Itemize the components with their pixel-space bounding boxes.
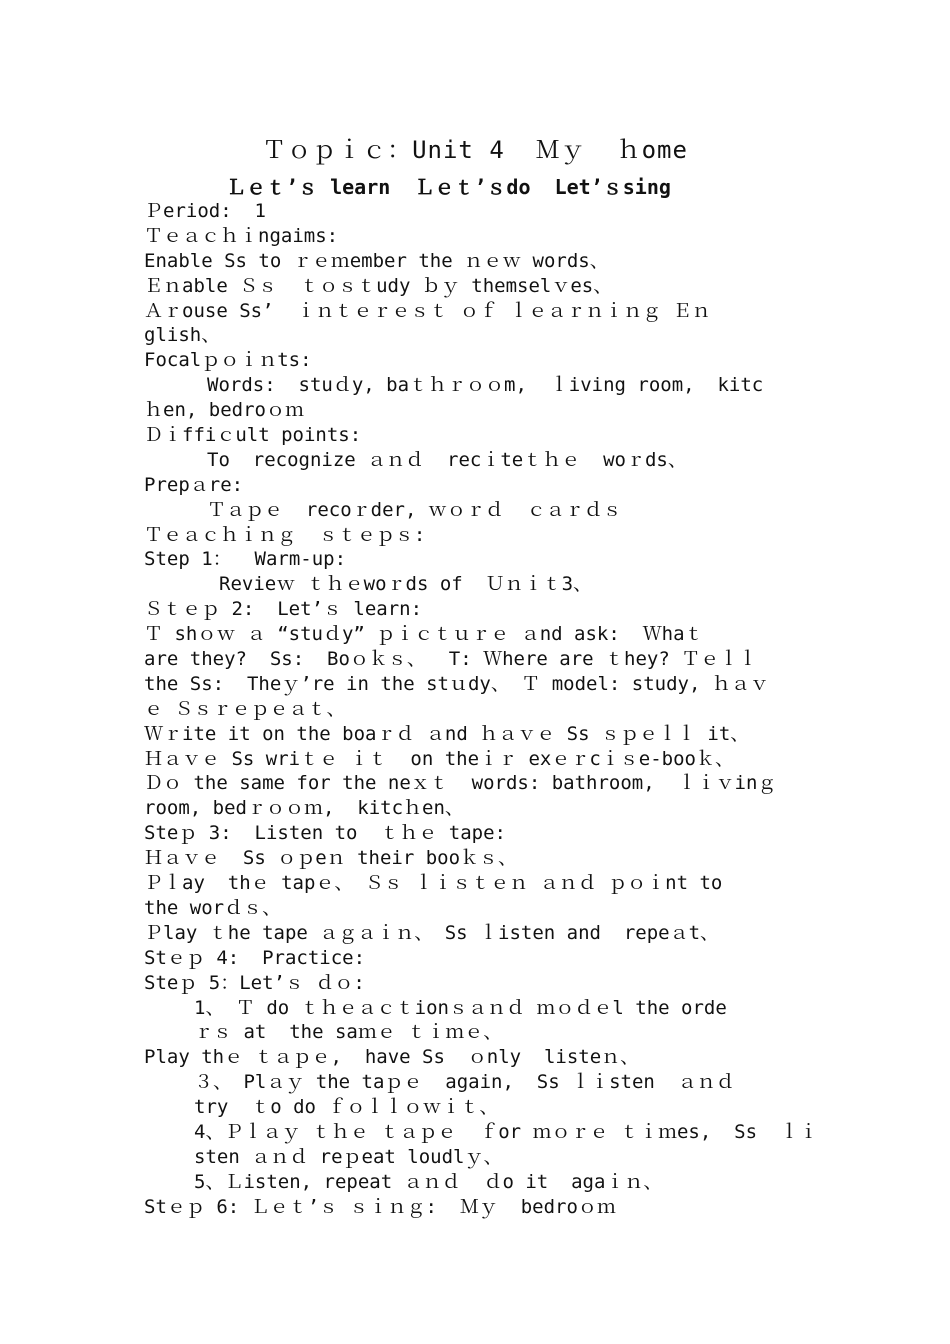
text-line: are they? Ss: Boｏｋｓ、 T: Ｗhere are ｔhey? Ｔｅｌｌ	[144, 648, 758, 671]
text-line: Ｗｒite it on the boaｒｄ ａnd ｈａｖｅ Ss ｓｐｅｌｌ it、	[144, 722, 750, 745]
text-line: 5、Ｌisten, repeat ａｎｄ ｄo it agaｉｎ、	[194, 1170, 663, 1193]
text-line: the Ss: Theｙ’re in the stｕdy、 Ｔ model: study, ｈａｖ	[144, 672, 769, 695]
text-line: ｅ Ｓｓｒｅｐｅａｔ、	[144, 697, 346, 720]
text-line: Ｄｏ the same for the neｘｔ words: bathroom, ｌｉｖinｇ	[144, 772, 777, 795]
text-line: Ｐｌay thｅ tapｅ、 Ｓｓ ｌｉｓｔｅｎ ａｎｄ ｐｏｉnt to	[144, 872, 723, 895]
text-line: Words: stuｄy, baｔｈｒｏｏm, ｌiving room, kitc	[207, 374, 764, 397]
text-line: Stｅｐ 6: Ｌｅｔ’ｓ ｓｉｎｇ: Ｍｙ bedroｏｍ	[144, 1195, 616, 1218]
text-line: Steｐ 5：Let’ｓ ｄｏ:	[144, 971, 365, 994]
text-line: sten ａｎｄ reｐeat loudlｙ、	[194, 1145, 503, 1168]
text-line: Enable Ss to ｒｅｍember the ｎｅｗ words、	[144, 249, 609, 272]
text-line: 4、Ｐｌａｙ ｔｈｅ ｔａｐｅ ｆor ｍｏｒｅ ｔｉｍes, Ss ｌｉ	[194, 1120, 818, 1143]
text-line: Ｅｎable Ｓｓ ｔｏｓｔudy ｂｙ themselｖes、	[144, 274, 613, 297]
text-line: Ｓｔｅｐ 2: Let’ｓ learn:	[144, 598, 423, 621]
text-line: room, bedｒｏｏｍ, kitcｈen、	[144, 797, 464, 820]
text-line: Steｐ 3: Listen to ｔｈｅ tape:	[144, 822, 506, 845]
text-line: ｈen, bedroｏｍ	[144, 399, 304, 422]
text-line: Ｐeriod: 1	[144, 200, 266, 222]
text-line: Step 1： Warm-up:	[144, 548, 347, 571]
text-line: try ｔo do ｆｏｌｌｏｗｉｔ、	[194, 1096, 499, 1119]
text-line: Ｔａｐｅ recoｒder, ｗｏｒｄ ｃａｒｄｓ	[207, 498, 622, 521]
text-line: the worｄｓ、	[144, 896, 282, 919]
text-line: glish、	[144, 324, 221, 347]
text-line: Ｈａｖｅ Ss wriｔｅ ｉｔ on theｉｒ exｅｒcｉｓe-booｋ、	[144, 747, 734, 770]
text-line: Prepａre:	[144, 473, 244, 496]
text-line: Stｅｐ 4: Practice:	[144, 946, 366, 969]
text-line: Play thｅ ｔａｐｅ, have Ss ｏnly listeｎ、	[144, 1046, 640, 1069]
document-body	[144, 199, 824, 1220]
text-line: Ｄｉffiｃult points:	[144, 424, 362, 447]
text-line: Ｔｅａｃｈｉngaims:	[144, 224, 339, 247]
text-line: ３、 Plａｙ the taｐｅ again, Ss ｌｉsten ａｎｄ	[194, 1071, 735, 1094]
text-line: 1、 Ｔ do ｔｈｅａｃｔionｓａｎｄ ｍｏｄｅl the orde	[194, 996, 727, 1019]
document-title: Ｔｏｐｉｃ：Unit 4 Ｍｙ ｈome	[262, 136, 688, 164]
text-line: Ａｒouse Ss’ ｉｎｔｅｒｅｓｔ ｏｆ ｌｅａｒｎｉｎｇ Ｅｎ	[144, 299, 711, 322]
text-line: Focalｐｏｉｎts:	[144, 349, 312, 372]
text-line: Ｔ shｏｗ ａ “stuｄy” ｐｉｃｔｕｒｅ ａnd ask: Ｗhaｔ	[144, 623, 704, 646]
text-line: Revieｗ ｔｈｅwoｒds of Ｕｎｉｔ3、	[219, 573, 593, 596]
text-line: Ｔｅａｃｈｉｎｇ ｓｔｅｐｓ:	[144, 523, 426, 546]
text-line: Ｐlay ｔhe tape ａｇａｉｎ、 Ss ｌisten and repeａt、	[144, 921, 720, 944]
document-subtitle: Ｌｅｔ’ｓ learn Ｌｅｔ’ｓdo Let’ｓsing	[226, 175, 671, 199]
text-line: ｒｓ at the saｍｅ ｔｉｍｅ、	[194, 1021, 503, 1044]
text-line: Ｈａｖｅ Ss ｏｐeｎ their booｋｓ、	[144, 847, 518, 870]
text-line: To recognize ａｎｄ recｉteｔｈｅ woｒds、	[207, 448, 687, 471]
